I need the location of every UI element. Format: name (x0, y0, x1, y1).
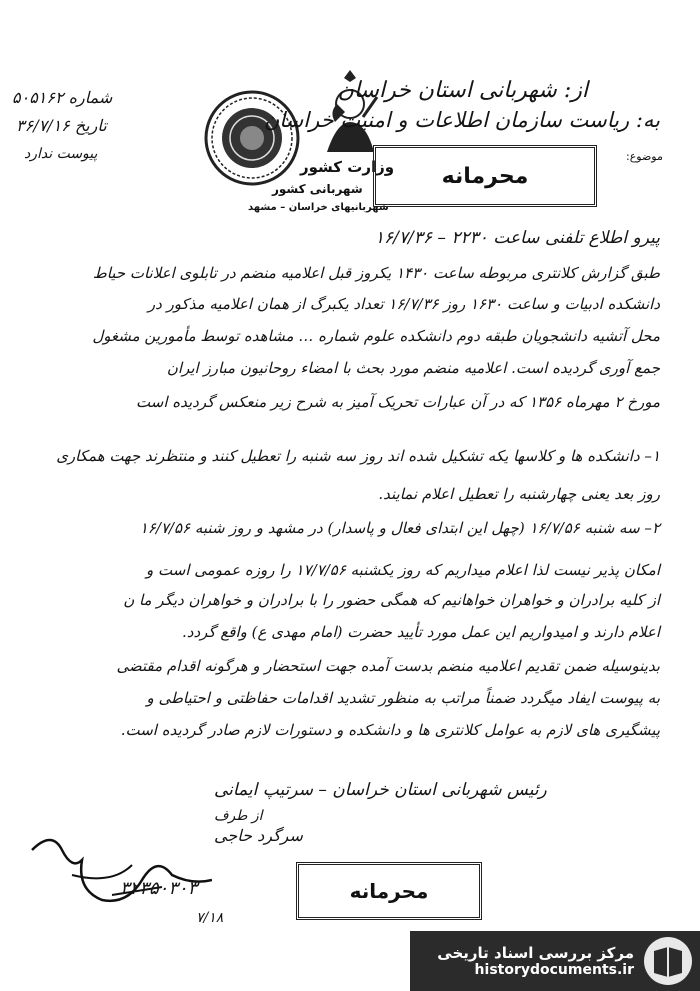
item1-line-1: ۱– دانشکده ها و کلاسها یکه تشکیل شده اند روز سه شنبه را تعطیل کنند و منتظرند جهت همکاری (56, 447, 660, 465)
ministry-title: وزارت کشور (300, 158, 395, 176)
item2-line-1: ۲– سه شنبه ۱۶/۷/۵۶ (چهل این ابتدای فعال و پاسدار) در مشهد و روز شنبه ۱۶/۷/۵۶ (139, 519, 660, 537)
handwritten-signature (12, 820, 212, 920)
item2-line-4: اعلام دارند و امیدواریم این عمل مورد تأیید حضرت (امام مهدی ع) واقع گردد. (182, 623, 660, 641)
letter-number: شماره ۵۰۵۱۶۲ (12, 88, 113, 107)
archive-logo-icon (642, 935, 694, 987)
item2-line-7: پیشگیری های لازم به عوامل کلانتری ها و دانشکده و دستورات لازم صادر گردیده است. (120, 721, 660, 739)
signature-on-behalf: از طرف (214, 808, 263, 824)
reference-date: ۷/۱۸ (196, 910, 224, 926)
item2-line-5: بدینوسیله ضمن تقدیم اعلامیه منضم بدست آمده جهت استحضار و هرگونه اقدام مقتضی (116, 657, 660, 675)
item2-line-6: به پیوست ایفاد میگردد ضمناً مراتب به منظور تشدید اقدامات حفاظتی و احتیاطی و (146, 689, 660, 707)
ministry-seal-emblem (202, 88, 302, 188)
archive-website: historydocuments.ir (474, 962, 634, 978)
regional-police-title: شهربانیهای خراسان – مشهد (248, 202, 389, 213)
confidential-stamp-top: محرمانه (373, 145, 597, 207)
item1-line-2: روز بعد یعنی چهارشنبه را تعطیل اعلام نمایند. (378, 485, 660, 503)
letter-date: تاریخ ۳۶/۷/۱۶ (16, 116, 107, 135)
body-line-6: مورخ ۲ مهرماه ۱۳۵۶ که در آن عبارات تحریک آمیز به شرح زیر منعکس گردیده است (136, 393, 660, 411)
police-title: شهربانی کشور (272, 182, 363, 196)
archive-org-name: مرکز بررسی اسناد تاریخی (437, 944, 634, 962)
reference-number: ۳۲۳۵۰۳۰۳ (120, 878, 198, 899)
letter-attachment: پیوست ندارد (24, 146, 98, 162)
body-line-3: دانشکده ادبیات و ساعت ۱۶۳۰ روز ۱۶/۷/۳۶ تعداد یکبرگ از همان اعلامیه مذکور در (147, 295, 660, 313)
from-line: از: شهربانی استان خراسان (337, 78, 588, 103)
archive-watermark (410, 931, 700, 991)
item2-line-3: از کلیه برادران و خواهران خواهانیم که همگی حضور را با برادران و خواهران دیگر ما ن (123, 591, 660, 609)
body-line-4: محل آتشیه دانشجویان طبقه دوم دانشکده علوم شماره … مشاهده توسط مأمورین مشغول (92, 327, 660, 345)
signature-name: سرگرد حاجی (214, 826, 303, 845)
body-line-5: جمع آوری گردیده است. اعلامیه منضم مورد بحث با امضاء روحانیون مبارز ایران (166, 359, 660, 377)
confidential-stamp-bottom: محرمانه (296, 862, 482, 920)
recipient-line: به: ریاست سازمان اطلاعات و امنیت خراسان (263, 108, 660, 132)
item2-line-2: امکان پذیر نیست لذا اعلام میداریم که روز یکشنبه ۱۷/۷/۵۶ را روزه عمومی است و (146, 561, 660, 579)
subject-label: موضوع: (626, 150, 663, 163)
signature-title: رئیس شهربانی استان خراسان – سرتیپ ایمانی (214, 780, 547, 800)
body-line-2: طبق گزارش کلانتری مربوطه ساعت ۱۴۳۰ یکروز قبل اعلامیه منضم در تابلوی اعلانات حیاط (92, 264, 660, 282)
body-line-1: پیرو اطلاع تلفنی ساعت ۲۲۳۰ – ۱۶/۷/۳۶ (374, 228, 660, 248)
